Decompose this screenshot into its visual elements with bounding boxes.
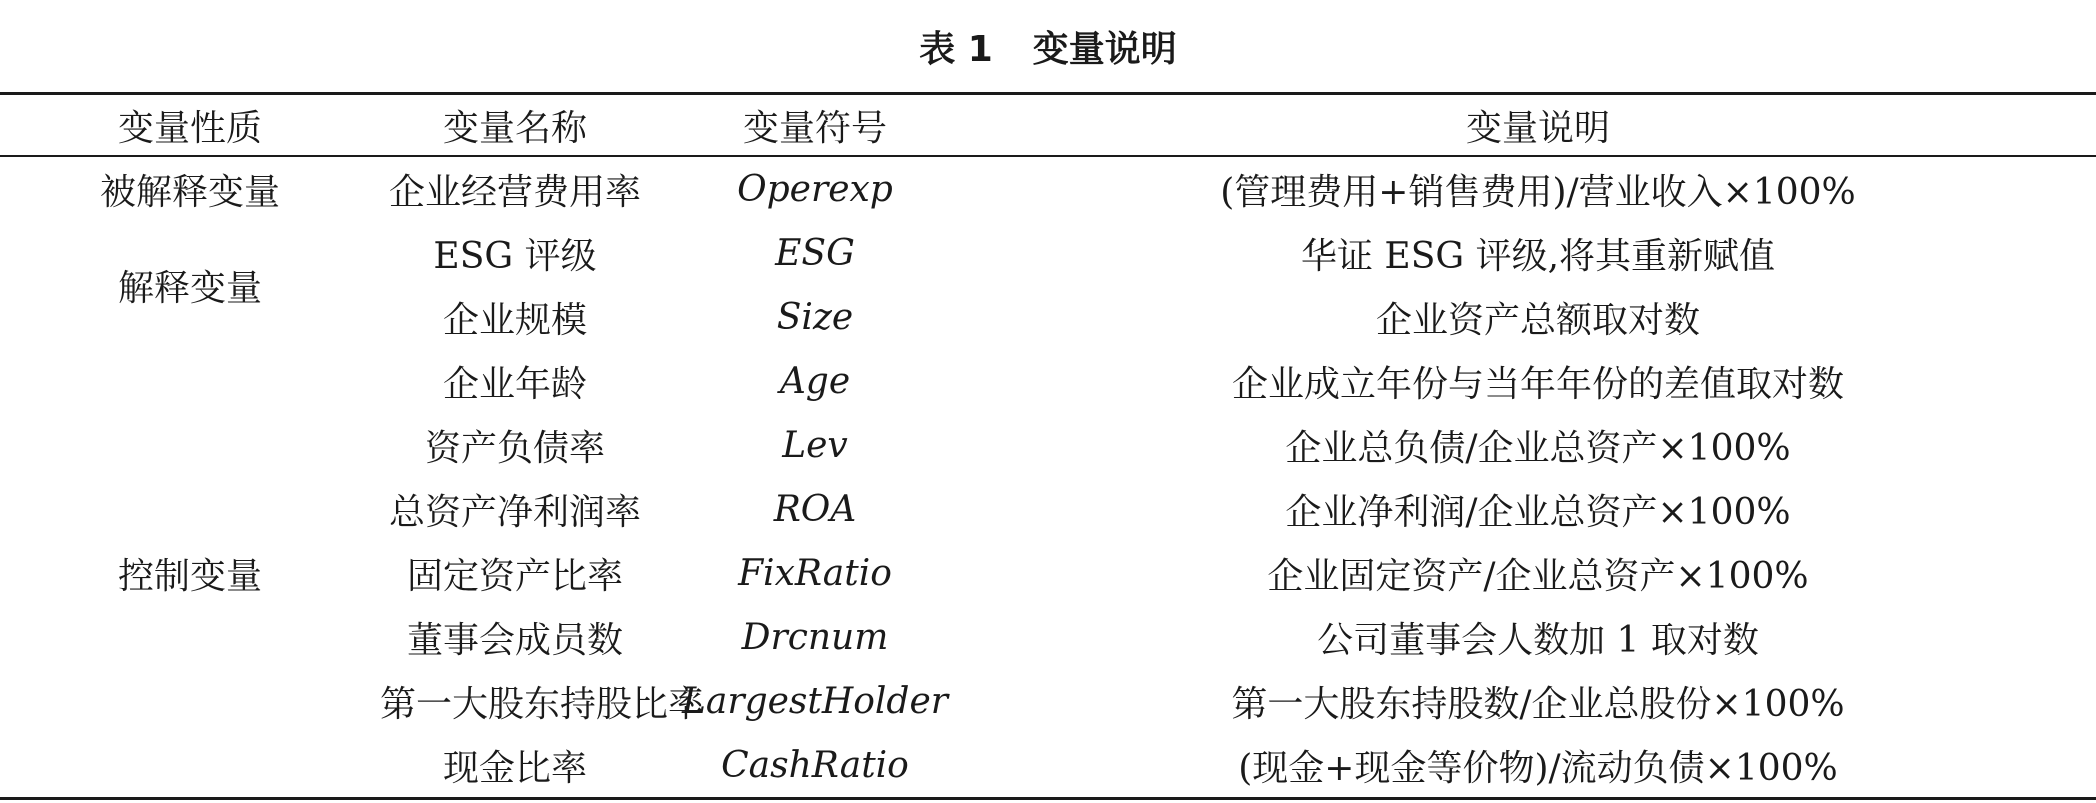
variable-description-cell: 公司董事会人数加 1 取对数 — [1317, 619, 1759, 661]
variable-description-cell: 企业资产总额取对数 — [1375, 299, 1700, 341]
variable-symbol-cell: CashRatio — [721, 744, 909, 786]
variable-symbol-cell: LargestHolder — [681, 680, 948, 722]
variable-symbol-cell: ESG — [775, 232, 855, 274]
variable-name-cell: 固定资产比率 — [406, 555, 623, 597]
table-row — [0, 349, 2096, 413]
header-nature: 变量性质 — [117, 107, 262, 149]
variable-name-cell: 企业年龄 — [442, 363, 587, 405]
variable-description-cell: 企业净利润/企业总资产×100% — [1285, 491, 1791, 533]
variable-name-cell: 企业规模 — [442, 299, 587, 341]
table-caption — [0, 22, 2096, 78]
variable-name-cell: 现金比率 — [442, 747, 587, 789]
table-row — [0, 156, 2096, 221]
variable-symbol-cell: FixRatio — [738, 552, 892, 594]
variable-table — [0, 92, 2096, 800]
variable-description-cell: 企业总负债/企业总资产×100% — [1285, 427, 1791, 469]
header-name: 变量名称 — [442, 107, 587, 149]
header-symbol: 变量符号 — [742, 107, 887, 149]
table-title: 变量说明 — [1032, 29, 1177, 70]
header-row — [0, 94, 2096, 157]
variable-description-cell: 企业固定资产/企业总资产×100% — [1267, 555, 1809, 597]
variable-name-cell: 第一大股东持股比率 — [380, 683, 705, 725]
variable-name-cell: 企业经营费用率 — [388, 171, 641, 213]
variable-nature-cell: 控制变量 — [117, 555, 262, 597]
variable-description-cell: 企业成立年份与当年年份的差值取对数 — [1231, 363, 1844, 405]
variable-symbol-cell: Drcnum — [741, 616, 889, 658]
variable-nature-cell: 被解释变量 — [99, 171, 280, 213]
variable-name-cell: 董事会成员数 — [406, 619, 623, 661]
variable-symbol-cell: ROA — [773, 488, 857, 530]
variable-symbol-cell: Operexp — [737, 168, 893, 210]
header-description: 变量说明 — [1465, 107, 1610, 149]
table-row — [0, 221, 2096, 285]
variable-nature-cell: 解释变量 — [117, 267, 262, 309]
variable-description-cell: 第一大股东持股数/企业总股份×100% — [1231, 683, 1845, 725]
variable-name-cell: ESG 评级 — [433, 235, 597, 277]
variable-description-cell: 华证 ESG 评级,将其重新赋值 — [1300, 235, 1776, 277]
variable-name-cell: 总资产净利润率 — [388, 491, 641, 533]
variable-description-cell: (管理费用+销售费用)/营业收入×100% — [1220, 171, 1856, 213]
variable-description-cell: (现金+现金等价物)/流动负债×100% — [1238, 747, 1838, 789]
table-number: 表 1 — [919, 29, 993, 70]
variable-symbol-cell: Age — [779, 360, 851, 402]
variable-name-cell: 资产负债率 — [424, 427, 605, 469]
variable-symbol-cell: Lev — [782, 424, 848, 466]
variable-symbol-cell: Size — [776, 296, 854, 338]
